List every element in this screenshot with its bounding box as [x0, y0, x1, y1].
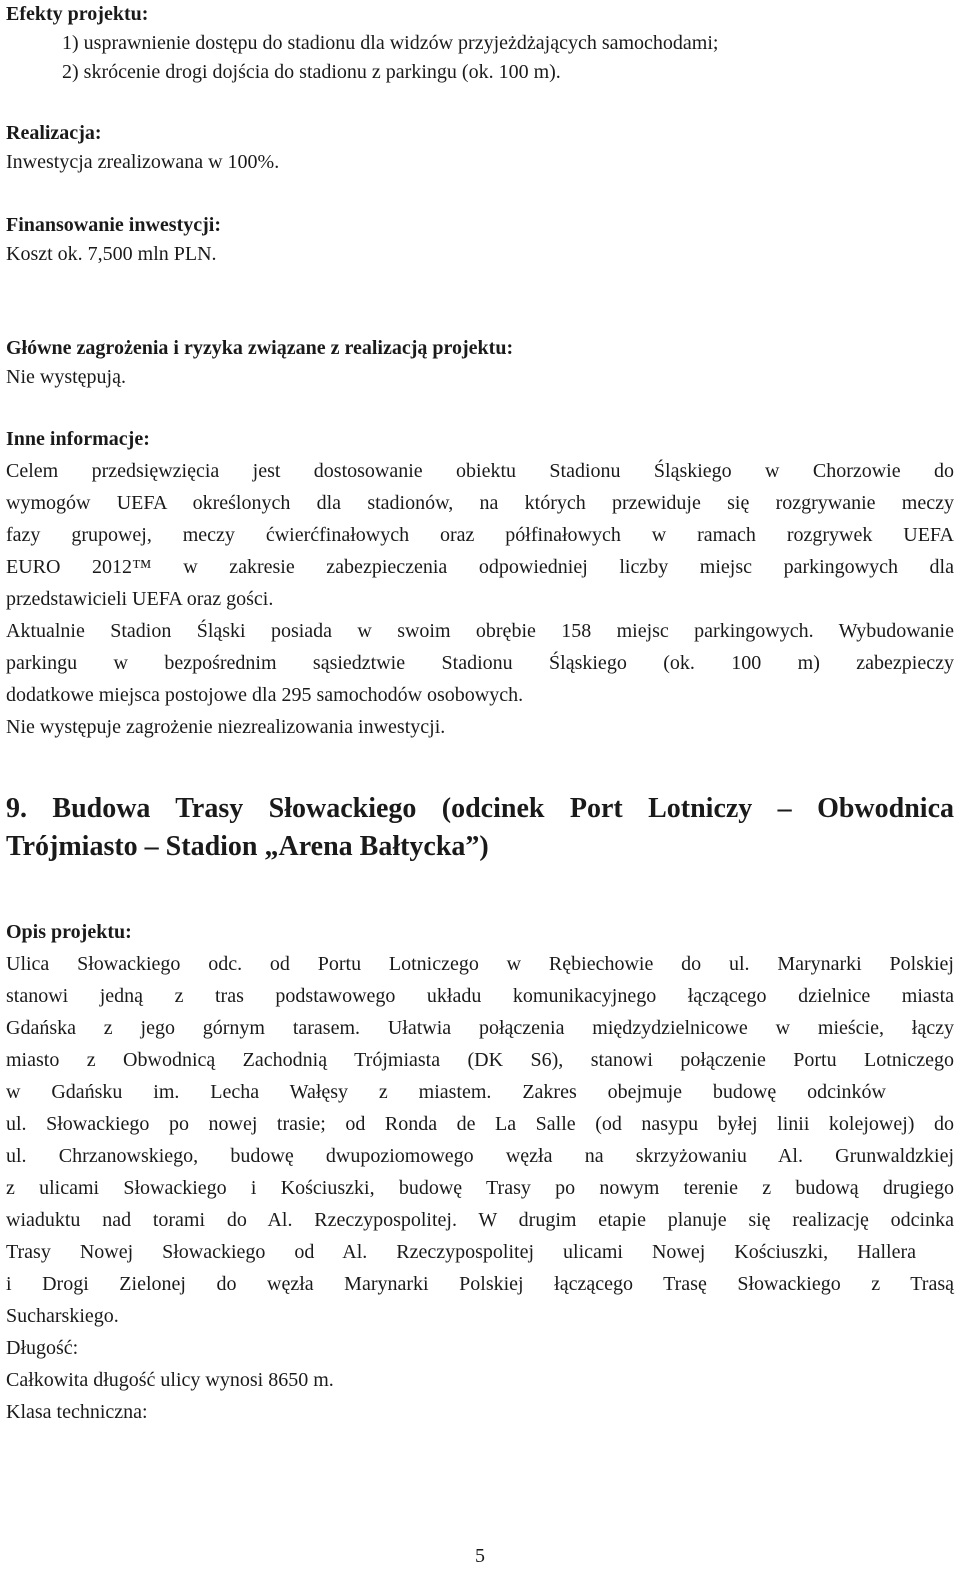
realizacja-section	[6, 119, 954, 177]
inne-line-3: fazy grupowej, meczy ćwierćfinałowych oraz półfinałowych w ramach rozgrywek UEFA	[6, 524, 954, 546]
inne-line-5: przedstawicieli UEFA oraz gości.	[6, 588, 274, 610]
finansowanie-heading: Finansowanie inwestycji:	[6, 214, 221, 236]
efekty-item-2: 2) skrócenie drogi dojścia do stadionu z parkingu (ok. 100 m).	[62, 61, 561, 83]
page-number: 5	[475, 1545, 485, 1567]
opis-line-3: Gdańska z jego górnym tarasem. Ułatwia połączenia międzydzielnicowe w mieście, łączy	[6, 1017, 954, 1039]
efekty-item-1: 1) usprawnienie dostępu do stadionu dla widzów przyjeżdżających samochodami;	[62, 32, 719, 54]
section-9-title-line-1: 9. Budowa Trasy Słowackiego (odcinek Port Lotniczy – Obwodnica	[6, 793, 954, 824]
inne-line-4: EURO 2012™ w zakresie zabezpieczenia odpowiedniej liczby miejsc parkingowych dla	[6, 556, 954, 578]
zagrozenia-text: Nie występują.	[6, 366, 126, 388]
efekty-section	[6, 0, 954, 87]
inne-section	[6, 423, 954, 743]
inne-line-9: Nie występuje zagrożenie niezrealizowania inwestycji.	[6, 716, 446, 738]
klasa-label: Klasa techniczna:	[6, 1401, 148, 1423]
realizacja-heading: Realizacja:	[6, 122, 102, 144]
opis-line-6: ul. Słowackiego po nowej trasie; od Ronda de La Salle (od nasypu byłej linii kolejowej) do	[6, 1113, 954, 1135]
efekty-heading: Efekty projektu:	[6, 3, 149, 25]
opis-line-9: wiaduktu nad torami do Al. Rzeczypospolitej. W drugim etapie planuje się realizację odcinka	[6, 1209, 954, 1231]
section-9-title	[6, 790, 954, 866]
inne-line-2: wymogów UEFA określonych dla stadionów, na których przewiduje się rozgrywanie meczy	[6, 492, 954, 514]
opis-line-12: Sucharskiego.	[6, 1305, 119, 1327]
inne-heading: Inne informacje:	[6, 428, 150, 450]
opis-line-2: stanowi jedną z tras podstawowego układu komunikacyjnego łączącego dzielnice miasta	[6, 985, 954, 1007]
opis-line-11: i Drogi Zielonej do węzła Marynarki Polskiej łączącego Trasę Słowackiego z Trasą	[6, 1273, 954, 1295]
dlugosc-text: Całkowita długość ulicy wynosi 8650 m.	[6, 1369, 334, 1391]
inne-line-7: parkingu w bezpośrednim sąsiedztwie Stadionu Śląskiego (ok. 100 m) zabezpieczy	[6, 652, 954, 674]
opis-line-10: Trasy Nowej Słowackiego od Al. Rzeczypospolitej ulicami Nowej Kościuszki, Hallera	[6, 1241, 916, 1263]
finansowanie-section	[6, 211, 954, 269]
opis-line-5: w Gdańsku im. Lecha Wałęsy z miastem. Zakres obejmuje budowę odcinków	[6, 1081, 886, 1103]
zagrozenia-section	[6, 334, 954, 392]
opis-line-7: ul. Chrzanowskiego, budowę dwupoziomowego węzła na skrzyżowaniu Al. Grunwaldzkiej	[6, 1145, 954, 1167]
opis-heading: Opis projektu:	[6, 921, 132, 943]
opis-section	[6, 916, 954, 1428]
finansowanie-text: Koszt ok. 7,500 mln PLN.	[6, 243, 217, 265]
inne-line-6: Aktualnie Stadion Śląski posiada w swoim obrębie 158 miejsc parkingowych. Wybudowanie	[6, 620, 954, 642]
opis-line-4: miasto z Obwodnicą Zachodnią Trójmiasta (DK S6), stanowi połączenie Portu Lotniczego	[6, 1049, 954, 1071]
opis-line-8: z ulicami Słowackiego i Kościuszki, budowę Trasy po nowym terenie z budową drugiego	[6, 1177, 954, 1199]
opis-line-1: Ulica Słowackiego odc. od Portu Lotniczego w Rębiechowie do ul. Marynarki Polskiej	[6, 953, 954, 975]
inne-line-1: Celem przedsięwzięcia jest dostosowanie obiektu Stadionu Śląskiego w Chorzowie do	[6, 460, 954, 482]
section-9-title-line-2: Trójmiasto – Stadion „Arena Bałtycka”)	[6, 831, 489, 862]
dlugosc-label: Długość:	[6, 1337, 79, 1359]
inne-line-8: dodatkowe miejsca postojowe dla 295 samochodów osobowych.	[6, 684, 524, 706]
zagrozenia-heading: Główne zagrożenia i ryzyka związane z realizacją projektu:	[6, 337, 514, 359]
realizacja-text: Inwestycja zrealizowana w 100%.	[6, 151, 280, 173]
